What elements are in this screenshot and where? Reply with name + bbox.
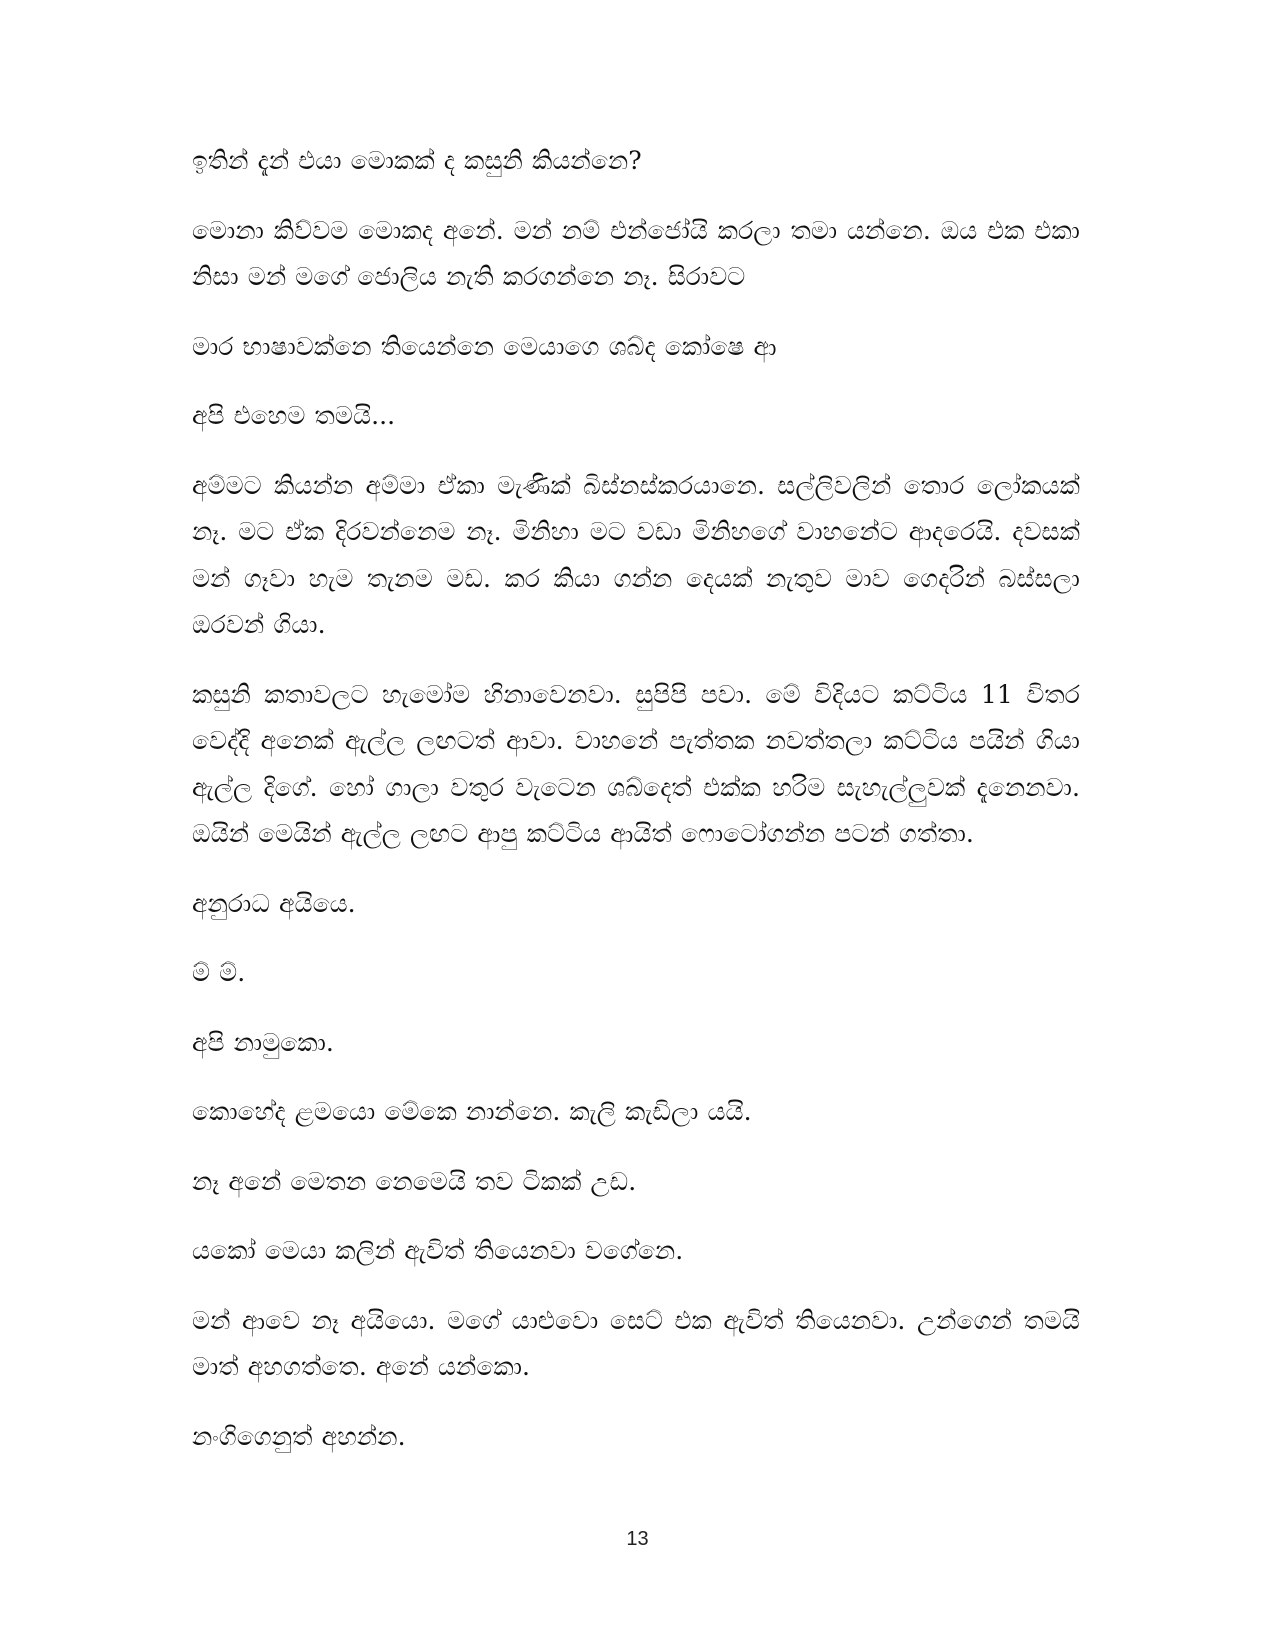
paragraph: අම්මට කියන්න අම්මා ඒකා මැණික් බිස්නස්කරයානෙ. සල්ලිවලින් තොර ලෝකයක් නෑ. මට ඒක දිරවන්නෙම නෑ. මිනිහා මට වඩා මිනිහගේ වාහනේට ආදරෙයි. දවසක් මන් ගෑවා හැම තැනම මඩ. කර කියා ගන්න දෙයක් නැතුව මාව ගෙදරින් බස්සලා ඔරවන් ගියා. — [192, 470, 1080, 639]
page-body — [192, 138, 1080, 1483]
paragraph: යකෝ මෙයා කලින් ඇවිත් තියෙනවා වගේනෙ. — [192, 1236, 684, 1265]
paragraph: අනුරාධ අයියෙ. — [192, 888, 356, 918]
paragraph: ඉතින් දැන් එයා මොකක් ද කසුනි කියන්නෙ? — [192, 146, 642, 175]
paragraph: අපි නාමුකො. — [192, 1027, 334, 1057]
page-number: 13 — [626, 1528, 649, 1550]
paragraph: මන් ආවෙ නෑ අයියො. මගේ යාළුවො සෙට් එක ඇවිත් තියෙනවා. උන්ගෙන් තමයි මාත් අහගත්තෙ. අනේ යන්කො. — [192, 1305, 1080, 1381]
paragraph: මොනා කිව්වම මොකද අනේ. මන් නම් එන්ජෝයි කරලා තමා යන්නෙ. ඔය එක එකා නිසා මන් මගේ ජොලිය නැති කරගන්නෙ නෑ. සිරාවට — [192, 215, 1080, 291]
paragraph: කොහේද ළමයො මේකෙ නාන්නෙ. කැලි කැඩිලා යයි. — [192, 1097, 752, 1126]
paragraph: මාර භාෂාවක්නෙ තියෙන්නෙ මෙයාගෙ ශබ්ද කෝෂෙ ආ — [192, 331, 777, 361]
paragraph: අපි එහෙම තමයි... — [192, 401, 396, 430]
paragraph: නෑ අනේ මෙතන නෙමෙයි තව ටිකක් උඩ. — [192, 1166, 637, 1196]
paragraph: කසුනි කතාවලට හැමෝම හිනාවෙනවා. සුපිපි පවා. මේ විදියට කට්ටිය 11 විතර වෙද්දි අනෙක් ඇල්ල ලඟටත් ආවා. වාහනේ පැත්තක නවත්තලා කට්ටිය පයින් ගියා ඇල්ල දිගේ. හෝ ගාලා වතුර වැටෙන ශබ්දෙත් එක්ක හරිම සැහැල්ලුවක් දැනෙනවා. ඔයින් මෙයින් ඇල්ල ලඟට ආපු කට්ටිය ආයිත් ෆොටෝගන්න පටන් ගත්තා. — [192, 679, 1080, 848]
paragraph: ම් ම්. — [192, 958, 246, 987]
paragraph: නංගිගෙනුත් අහන්න. — [192, 1421, 406, 1451]
